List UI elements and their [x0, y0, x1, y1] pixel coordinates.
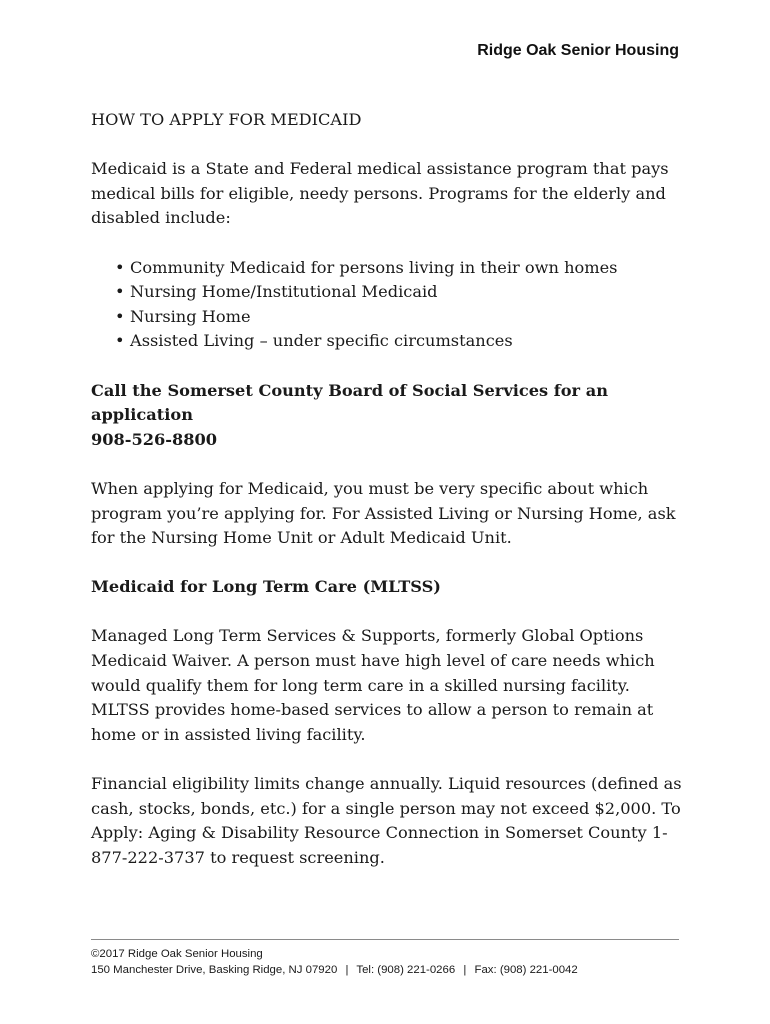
bullet-icon: • [115, 331, 125, 351]
copyright-text: ©2017 Ridge Oak Senior Housing [91, 948, 263, 960]
separator: | [463, 964, 467, 976]
bullet-icon: • [115, 282, 125, 302]
contact-line [91, 962, 679, 978]
document-title: HOW TO APPLY FOR MEDICAID [91, 110, 362, 129]
mltss-paragraph: Managed Long Term Services & Supports, formerly Global Options Medicaid Waiver. A person must have high level of care needs which would qualify them for long term care in a skilled nursing facility. MLTSS provides home-based services to allow a person to remain at home or in assisted living facility. [91, 626, 655, 744]
program-item-label: Assisted Living – under specific circumstances [130, 331, 513, 351]
applying-note: When applying for Medicaid, you must be very specific about which program you’re applying for. For Assisted Living or Nursing Home, ask for the Nursing Home Unit or Adult Medicaid Unit. [91, 478, 676, 548]
mltss-heading: Medicaid for Long Term Care (MLTSS) [91, 577, 441, 597]
program-list [91, 256, 691, 354]
intro-paragraph: Medicaid is a State and Federal medical assistance program that pays medical bills for eligible, needy persons. Programs for the elderly and disabled include: [91, 159, 669, 228]
list-item [115, 305, 691, 330]
fax-text: Fax: (908) 221-0042 [474, 964, 578, 976]
document-body [91, 108, 691, 870]
list-item [115, 280, 691, 305]
tel-text: Tel: (908) 221-0266 [356, 964, 456, 976]
list-item [115, 329, 691, 354]
program-item-label: Nursing Home/Institutional Medicaid [130, 282, 438, 302]
list-item [115, 256, 691, 281]
call-to-action: Call the Somerset County Board of Social Services for an application [91, 380, 608, 425]
phone-number: 908-526-8800 [91, 429, 218, 449]
page-footer [91, 939, 679, 978]
program-item-label: Nursing Home [130, 306, 251, 326]
bullet-icon: • [115, 306, 125, 326]
separator: | [345, 964, 349, 976]
organization-header: Ridge Oak Senior Housing [477, 42, 679, 59]
bullet-icon: • [115, 257, 125, 277]
address-text: 150 Manchester Drive, Basking Ridge, NJ 07920 [91, 964, 338, 976]
program-item-label: Community Medicaid for persons living in their own homes [130, 257, 618, 277]
eligibility-paragraph: Financial eligibility limits change annually. Liquid resources (defined as cash, stocks, bonds, etc.) for a single person may not exceed $2,000. To Apply: Aging & Disability Resource Connection in Somerset County 1-877-222-3737 to request screening. [91, 774, 682, 867]
